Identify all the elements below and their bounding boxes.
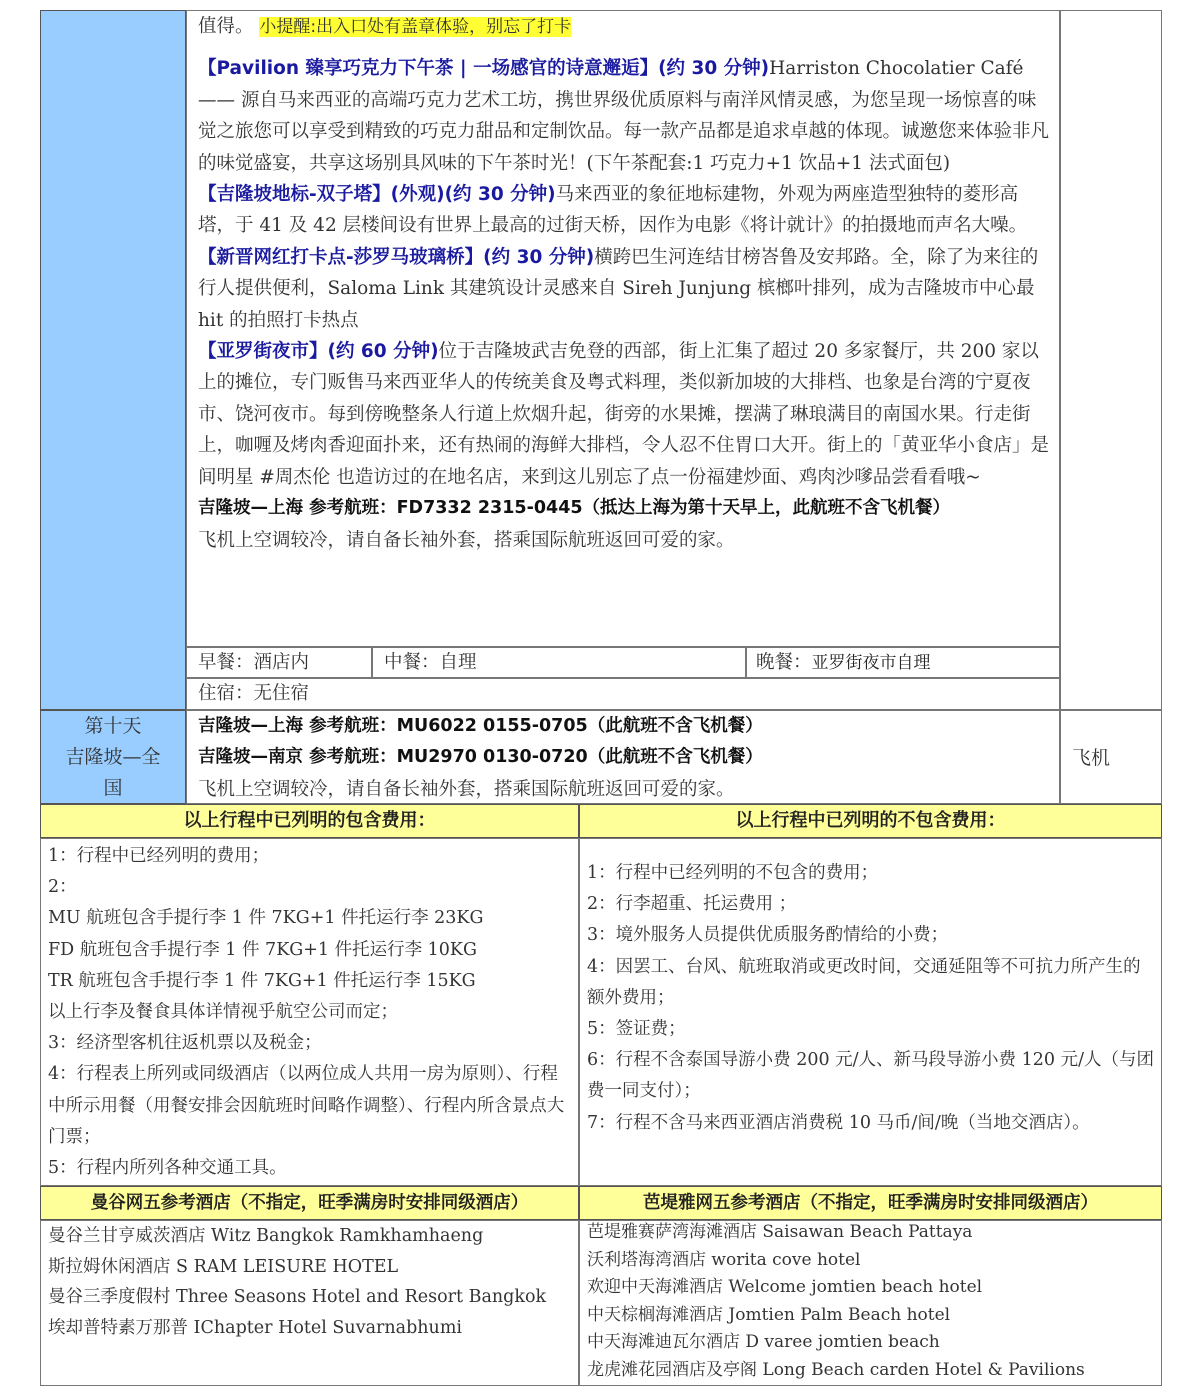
pattaya-hotels-header: 芭堤雅网五参考酒店（不指定，旺季满房时安排同级酒店） bbox=[579, 1186, 1162, 1220]
dinner-label: 晚餐： bbox=[756, 652, 812, 673]
excluded-item: 1：行程中已经列明的不包含的费用； bbox=[587, 863, 879, 883]
intro-text: 值得。 bbox=[198, 16, 254, 37]
paragraph-twin-towers-title: 【吉隆坡地标-双子塔】(外观)(约 30 分钟) bbox=[198, 184, 556, 206]
included-item: 5：行程内所列各种交通工具。 bbox=[48, 1158, 287, 1179]
included-item: 1：行程中已经列明的费用； bbox=[48, 846, 270, 866]
hotel-item: 沃利塔海湾酒店 worita cove hotel bbox=[587, 1249, 861, 1270]
included-item: 以上行李及餐食具体详情视乎航空公司而定； bbox=[48, 1002, 398, 1023]
excluded-item: 7：行程不含马来西亚酒店消费税 10 马币/间/晚（当地交酒店）。 bbox=[587, 1112, 1090, 1133]
hotel-item: 曼谷兰甘亨威茨酒店 Witz Bangkok Ramkhamhaeng bbox=[48, 1226, 484, 1246]
day9-flight: 吉隆坡—上海 参考航班：FD7332 2315-0445（抵达上海为第十天早上，此航班不含飞机餐） bbox=[198, 498, 951, 519]
day9-transport-cell bbox=[1060, 10, 1162, 710]
excluded-item: 2：行李超重、托运费用 ； bbox=[587, 894, 797, 915]
paragraph-twin-towers-text: 马来西亚的象征地标建物，外观为两座造型独特的菱形高塔，于 41 及 42 层楼间设有世界上最高的过街天桥，因作为电影《将计就计》的拍摄地而声名大噪。 bbox=[198, 184, 1028, 237]
hotel-item: 埃却普特素万那普 IChapter Hotel Suvarnabhumi bbox=[48, 1317, 463, 1338]
hotel-item: 中天棕榈海滩酒店 Jomtien Palm Beach hotel bbox=[587, 1304, 951, 1325]
hotel-item: 龙虎滩花园酒店及亭阁 Long Beach carden Hotel & Pavilions bbox=[587, 1359, 1085, 1380]
hotel-item: 中天海滩迪瓦尔酒店 D varee jomtien beach bbox=[587, 1332, 940, 1352]
included-costs-list bbox=[40, 839, 579, 1184]
paragraph-alor-night-market-title: 【亚罗街夜市】(约 60 分钟) bbox=[198, 341, 439, 363]
paragraph-twin-towers bbox=[198, 179, 1052, 242]
included-item: MU 航班包含手提行李 1 件 7KG+1 件托运行李 23KG bbox=[48, 908, 484, 929]
included-item: 4：行程表上所列或同级酒店（以两位成人共用一房为原则）、行程中所示用餐（用餐安排会因航班时间略作调整）、行程内所含景点大门票； bbox=[48, 1064, 565, 1147]
included-item: TR 航班包含手提行李 1 件 7KG+1 件托运行李 15KG bbox=[48, 970, 476, 991]
day10-transport: 飞机 bbox=[1072, 747, 1111, 769]
day9-flight-note: 飞机上空调较冷，请自备长袖外套，搭乘国际航班返回可爱的家。 bbox=[198, 529, 735, 551]
day10-label bbox=[40, 711, 186, 804]
intro-line bbox=[198, 11, 1052, 43]
paragraph-alor-night-market bbox=[198, 336, 1052, 493]
paragraph-pavilion-title: 【Pavilion 臻享巧克力下午茶 | 一场感官的诗意邂逅】(约 30 分钟) bbox=[198, 58, 770, 80]
day9-description bbox=[198, 11, 1052, 556]
hotel-item: 斯拉姆休闲酒店 S RAM LEISURE HOTEL bbox=[48, 1256, 399, 1277]
lodging-cell bbox=[186, 678, 1060, 710]
breakfast-info: 早餐：酒店内 bbox=[198, 652, 310, 673]
dinner-info bbox=[756, 648, 931, 678]
bangkok-hotels-header: 曼谷网五参考酒店（不指定，旺季满房时安排同级酒店） bbox=[40, 1186, 579, 1220]
excluded-costs-header: 以上行程中已列明的不包含费用： bbox=[579, 804, 1162, 838]
day10-flight-nanjing: 吉隆坡—南京 参考航班：MU2970 0130-0720（此航班不含飞机餐） bbox=[198, 747, 763, 768]
lodging-info: 住宿：无住宿 bbox=[198, 683, 310, 704]
day10-route-line2: 国 bbox=[103, 777, 123, 799]
bangkok-hotels-list bbox=[40, 1221, 579, 1343]
hotel-item: 欢迎中天海滩酒店 Welcome jomtien beach hotel bbox=[587, 1277, 983, 1297]
excluded-item: 5：签证费； bbox=[587, 1019, 686, 1040]
paragraph-pavilion-text: Harriston Chocolatier Café —— 源自马来西亚的高端巧克力艺术工坊，携世界级优质原料与南洋风情灵感，为您呈现一场惊喜的味觉之旅您可以享受到精致的巧克力甜品和定制饮品。每一款产品都是追求卓越的体现。诚邀您来体验非凡的味觉盛宴，共享这场别具风味的下午茶时光！(下午茶配套:1 巧克力+1 饮品+1 法式面包) bbox=[198, 58, 1050, 174]
hotel-item: 曼谷三季度假村 Three Seasons Hotel and Resort Bangkok bbox=[48, 1287, 547, 1307]
stamp-tip-highlight: 小提醒:出入口处有盖章体验，别忘了打卡 bbox=[259, 17, 572, 37]
day10-flight-note: 飞机上空调较冷，请自备长袖外套，搭乘国际航班返回可爱的家。 bbox=[198, 778, 735, 800]
day10-day: 第十天 bbox=[84, 715, 142, 737]
paragraph-saloma-bridge-text: 横跨巴生河连结甘榜峇鲁及安邦路。全，除了为来往的行人提供便利，Saloma Link 其建筑设计灵感来自 Sireh Junjung 槟榔叶排列，成为吉隆坡市中心最 hit 的拍照打卡热点 bbox=[198, 246, 1039, 331]
included-costs-header: 以上行程中已列明的包含费用： bbox=[40, 804, 579, 838]
included-item: FD 航班包含手提行李 1 件 7KG+1 件托运行李 10KG bbox=[48, 939, 477, 960]
dinner-value: 亚罗街夜市自理 bbox=[811, 653, 931, 673]
pattaya-hotels-list bbox=[579, 1219, 1162, 1384]
day10-flight-shanghai: 吉隆坡—上海 参考航班：MU6022 0155-0705（此航班不含飞机餐） bbox=[198, 716, 763, 736]
excluded-costs-list bbox=[579, 856, 1162, 1139]
paragraph-alor-night-market-text: 位于吉隆坡武吉免登的西部，街上汇集了超过 20 多家餐厅，共 200 家以上的摊位，专门贩售马来西亚华人的传统美食及粤式料理，类似新加坡的大排档、也象是台湾的宁夏夜市、饶河夜市。每到傍晚整条人行道上炊烟升起，街旁的水果摊，摆满了琳琅满目的南国水果。行走街上，咖喱及烤肉香迎面扑来，还有热闹的海鲜大排档，令人忍不住胃口大开。街上的「黄亚华小食店」是间明星 #周杰伦 也造访过的在地名店，来到这儿别忘了点一份福建炒面、鸡肉沙嗲品尝看看哦~ bbox=[198, 341, 1050, 488]
excluded-item: 6：行程不含泰国导游小费 200 元/人、新马段导游小费 120 元/人（与团费一同支付）； bbox=[587, 1050, 1154, 1102]
paragraph-saloma-bridge-title: 【新晋网红打卡点-莎罗马玻璃桥】(约 30 分钟) bbox=[198, 246, 595, 268]
day10-description bbox=[198, 711, 1052, 805]
day10-route-line1: 吉隆坡—全 bbox=[65, 746, 161, 768]
lunch-info: 中餐：自理 bbox=[384, 652, 477, 673]
excluded-item: 3：境外服务人员提供优质服务酌情给的小费； bbox=[587, 925, 949, 946]
paragraph-saloma-bridge bbox=[198, 242, 1052, 336]
itinerary-page bbox=[40, 10, 1162, 1386]
excluded-item: 4：因罢工、台风、航班取消或更改时间，交通延阻等不可抗力所产生的额外费用； bbox=[587, 956, 1141, 1008]
included-item: 3：经济型客机往返机票以及税金； bbox=[48, 1033, 322, 1054]
hotel-item: 芭堤雅赛萨湾海滩酒店 Saisawan Beach Pattaya bbox=[587, 1222, 973, 1242]
included-item: 2： bbox=[48, 877, 77, 898]
day-label-cell-day9 bbox=[40, 10, 186, 710]
paragraph-pavilion bbox=[198, 53, 1052, 179]
